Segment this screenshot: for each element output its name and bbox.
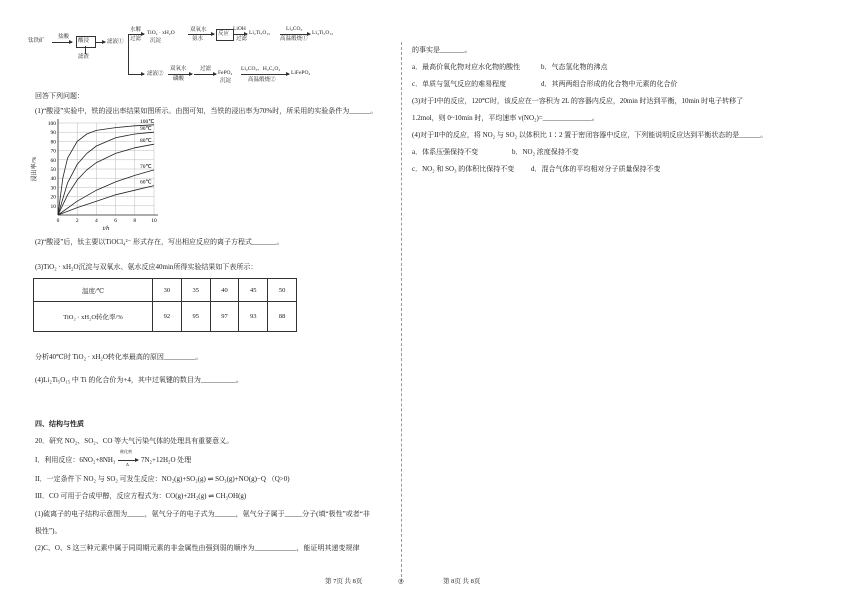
- flow-arrow: [241, 74, 289, 75]
- series-line: [58, 170, 154, 215]
- question-4: (4)Li₂Ti₅O₁₅ 中 Ti 的化合价为+4，其中过氧键的数目为__________。: [35, 376, 243, 384]
- conversion-table: [33, 278, 297, 332]
- flow-li2co3: Li₂CO₃: [286, 26, 303, 32]
- x-tick-label: 6: [114, 218, 117, 224]
- table-cell: 30: [153, 279, 182, 302]
- reaction-ii: II．一定条件下 NO₂ 与 SO₂ 可发生反应：NO₂(g)+SO₂(g) ⇌ SO₃(g)+NO(g)−Q （Q>0): [35, 475, 290, 483]
- question-4-right: (4)对于II中的反应，将 NO₂ 与 SO₂ 以体积比 1∶2 置于密闭容器中反应，下列能说明反应达到平衡状态的是______。: [412, 131, 768, 139]
- y-tick-label: 70: [50, 148, 56, 155]
- flow-arrow: [128, 34, 144, 35]
- flow-hcl: 盐酸: [58, 34, 70, 40]
- page-number-right: 第 8页 共 8页: [443, 578, 481, 585]
- flow-reaction: 反应: [218, 31, 230, 37]
- leaching-chart: [28, 117, 168, 240]
- flow-li4ti5o12: Li₄Ti₅O₁₂: [312, 30, 334, 36]
- part-1-cont: 极性”)。: [35, 527, 62, 535]
- answer-prompt: 回答下列问题：: [35, 92, 84, 100]
- right-text-0: 的事实是_______。: [412, 46, 472, 54]
- part-1: (1)硫离子的电子结构示意图为_____，氨气分子的电子式为______，氨气分子属于_____分子(填“极性”或者“非: [35, 510, 370, 518]
- y-tick-label: 100: [47, 121, 56, 127]
- analysis-question: 分析40℃时 TiO₂ · xH₂O转化率最高的原因_________。: [35, 353, 203, 361]
- series-label: 70℃: [140, 163, 152, 170]
- series-line: [58, 132, 154, 215]
- series-label: 80℃: [140, 138, 152, 145]
- y-axis-label: 浸出率/%: [32, 156, 38, 182]
- x-tick-label: 10: [151, 218, 157, 224]
- flow-arrow: [168, 74, 192, 75]
- table-cell: 40: [210, 279, 239, 302]
- reaction-arrow: [118, 460, 138, 461]
- y-tick-label: 20: [50, 194, 56, 201]
- option-4a: a．体系压强保持不变: [412, 148, 479, 156]
- x-tick-label: 0: [56, 218, 60, 224]
- flow-line: [128, 34, 129, 74]
- x-tick-label: 2: [75, 218, 79, 224]
- series-label: 60℃: [140, 179, 152, 186]
- question-1: (1)“酸浸”实验中，铁的浸出率结果如图所示。由图可知，当铁的浸出率为70%时，所采用的实验条件为______。: [35, 107, 378, 115]
- flow-lifepo4: LiFePO₄: [291, 70, 311, 76]
- option-a: a．最高价氧化物对应水化物的酸性: [412, 63, 521, 71]
- table-header-temp: 温度/℃: [34, 279, 153, 302]
- reaction-iii: III．CO 可用于合成甲醇，反应方程式为：CO(g)+2H₂(g) ⇌ CH₃OH(g): [35, 492, 247, 500]
- x-tick-label: 8: [133, 218, 137, 224]
- flow-li2co3b: Li₂CO₃、H₂C₂O₄: [241, 66, 281, 72]
- series-line: [58, 186, 154, 215]
- table-cell: 35: [181, 279, 210, 302]
- flow-filter2: 过滤: [200, 66, 212, 72]
- flow-residue: 滤渣: [78, 54, 90, 60]
- option-4d: d．混合气体的平均相对分子质量保持不变: [531, 165, 661, 173]
- table-cell: 93: [239, 302, 268, 332]
- table-cell: 92: [153, 302, 182, 332]
- flow-arrow: [233, 34, 247, 35]
- y-tick-label: 10: [50, 203, 56, 210]
- table-row: [34, 279, 297, 302]
- flow-arrow: [95, 42, 105, 43]
- page-number-left: 第 7页 共 8页: [325, 578, 363, 585]
- flow-arrow: [52, 42, 72, 43]
- flow-water: 水解: [130, 27, 142, 33]
- option-d: d．其两两组合形成的化合物中元素的化合价: [541, 80, 678, 88]
- catalyst-label: 催化剂: [120, 449, 132, 454]
- table-header-conversion: TiO₂ · xH₂O转化率/%: [34, 302, 153, 332]
- flow-filter-b: 过滤: [236, 36, 248, 42]
- section-title: 四、结构与性质: [35, 420, 84, 428]
- option-4b: b．NO₂ 浓度保持不变: [512, 148, 579, 156]
- flow-leach: 酸浸: [78, 38, 90, 44]
- y-tick-label: 60: [50, 157, 56, 164]
- heat-label: Δ: [126, 462, 129, 467]
- y-tick-label: 40: [50, 176, 56, 183]
- table-cell: 88: [268, 302, 297, 332]
- option-b: b．气态氢化物的沸点: [541, 63, 608, 71]
- center-mark: ◎: [398, 578, 404, 585]
- x-axis-label: t/h: [102, 226, 110, 232]
- flow-nh3: 氨水: [192, 36, 204, 42]
- y-tick-label: 90: [50, 130, 56, 137]
- flow-line: [85, 46, 86, 54]
- question-3-right: (3)对于I中的反应，120℃时，该反应在一容积为 2L 的容器内反应，20min 时达到平衡，10min 时电子转移了: [412, 97, 744, 105]
- y-tick-label: 30: [50, 185, 56, 192]
- flow-h2o2b: 双氧水: [170, 66, 187, 72]
- table-cell: 95: [181, 302, 210, 332]
- y-tick-label: 80: [50, 139, 56, 146]
- reaction-i: I．利用反应：6NO₂+8NH₃: [35, 456, 116, 464]
- reaction-i-products: 7N₂+12H₂O 处理: [141, 456, 192, 464]
- series-label: 90℃: [140, 126, 152, 133]
- flow-h2o2: 双氧水: [190, 27, 207, 33]
- question-2: (2)“酸浸”后，钛主要以TiOCl₄²⁻ 形式存在，写出相应反应的离子方程式_______。: [35, 238, 284, 246]
- option-4c: c．NO₂ 和 SO₃ 的体积比保持不变: [412, 165, 515, 173]
- y-tick-label: 50: [50, 167, 56, 173]
- x-tick-label: 4: [95, 218, 98, 224]
- table-cell: 97: [210, 302, 239, 332]
- question-20: 20．研究 NO₂、SO₂、CO 等大气污染气体的处理具有重要意义。: [35, 437, 234, 445]
- chart-svg: [28, 117, 168, 235]
- flow-lioh: LiOH: [233, 26, 246, 32]
- column-divider: [401, 42, 402, 582]
- table-row: [34, 302, 297, 332]
- flow-ppt2: 沉淀: [220, 78, 232, 84]
- flow-filtrate2: 滤液②: [147, 71, 164, 77]
- flow-calc1: 高温煅烧①: [280, 36, 308, 42]
- question-3: (3)TiO₂ · xH₂O沉淀与双氧水、氨水反应40min所得实验结果如下表所示：: [35, 263, 258, 271]
- part-2: (2)C、O、S 这三种元素中属于同周期元素的非金属性由强到弱的顺序为____________，能证明其递变规律: [35, 544, 360, 552]
- table-cell: 45: [239, 279, 268, 302]
- option-c: c．单质与氢气反应的难易程度: [412, 80, 507, 88]
- question-3-right-cont: 1.2mol，则 0~10min 时，平均速率 v(NO₂)=______________。: [412, 114, 599, 122]
- flow-fepo4: FePO₄: [218, 70, 233, 76]
- flow-arrow: [188, 34, 214, 35]
- flow-ppt: 沉淀: [150, 38, 162, 44]
- flow-h3po4: 磷酸: [173, 76, 185, 82]
- flow-filtrate: 滤液①: [107, 39, 124, 45]
- flow-tio2: TiO₂ · xH₂O: [147, 30, 175, 36]
- flow-calc2: 高温煅烧②: [248, 77, 276, 83]
- series-label: 100℃: [140, 118, 155, 125]
- table-cell: 50: [268, 279, 297, 302]
- flow-arrow: [194, 74, 216, 75]
- flow-arrow: [280, 34, 310, 35]
- flow-li2ti5o15: Li₂Ti₅O₁₅: [249, 30, 271, 36]
- flow-filter: 过滤: [130, 36, 142, 42]
- flow-ore: 钛铁矿: [28, 38, 45, 44]
- flow-arrow: [128, 74, 144, 75]
